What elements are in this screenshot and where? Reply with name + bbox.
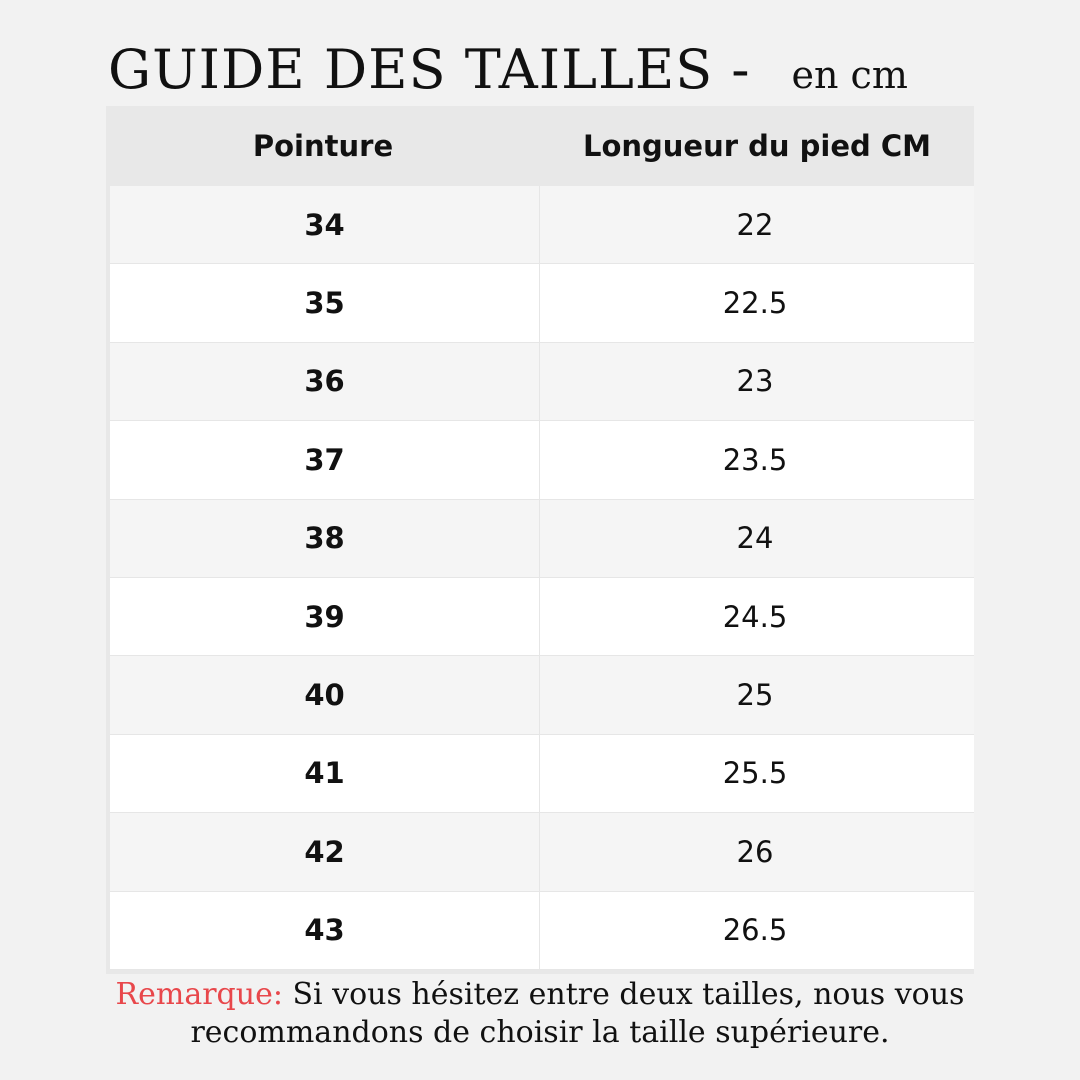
- size-cell: 36: [110, 343, 540, 420]
- table-header: [106, 106, 974, 186]
- title-separator: -: [731, 38, 750, 101]
- size-cell: 39: [110, 578, 540, 655]
- size-cell: 37: [110, 421, 540, 498]
- length-cell: 22.5: [722, 286, 788, 321]
- length-cell: 25: [736, 678, 774, 713]
- table-row: [110, 421, 974, 499]
- size-cell: 35: [110, 264, 540, 341]
- table-body: [110, 186, 974, 970]
- table-row: [110, 264, 974, 342]
- length-cell: 24.5: [722, 599, 788, 634]
- length-cell: 26.5: [722, 913, 788, 948]
- remark-line-1: [60, 976, 1020, 1014]
- table-row: [110, 735, 974, 813]
- table-row: [110, 892, 974, 970]
- size-cell: 42: [110, 813, 540, 890]
- column-header-size: Pointure: [252, 129, 394, 163]
- length-cell: 25.5: [722, 756, 788, 791]
- title-text: GUIDE DES TAILLES: [108, 38, 714, 101]
- size-cell: 40: [110, 656, 540, 733]
- length-cell: 23: [736, 364, 774, 399]
- length-cell: 26: [736, 834, 774, 869]
- table-row: [110, 186, 974, 264]
- size-cell: 43: [110, 892, 540, 969]
- remark-label: Remarque:: [115, 977, 283, 1012]
- size-cell: 41: [110, 735, 540, 812]
- length-cell: 22: [736, 207, 774, 242]
- size-table: [106, 106, 974, 974]
- remark-text-2: recommandons de choisir la taille supérieure.: [190, 1015, 890, 1050]
- length-cell: 23.5: [722, 442, 788, 477]
- size-cell: 38: [110, 500, 540, 577]
- column-header-length: Longueur du pied CM: [582, 129, 932, 163]
- table-row: [110, 500, 974, 578]
- table-row: [110, 813, 974, 891]
- table-row: [110, 656, 974, 734]
- remark-note: [60, 976, 1020, 1052]
- table-row: [110, 343, 974, 421]
- remark-text-1: Si vous hésitez entre deux tailles, nous vous: [292, 977, 965, 1012]
- page-title: [108, 38, 988, 108]
- size-cell: 34: [110, 186, 540, 263]
- title-unit: en cm: [791, 53, 908, 97]
- length-cell: 24: [736, 521, 774, 556]
- table-row: [110, 578, 974, 656]
